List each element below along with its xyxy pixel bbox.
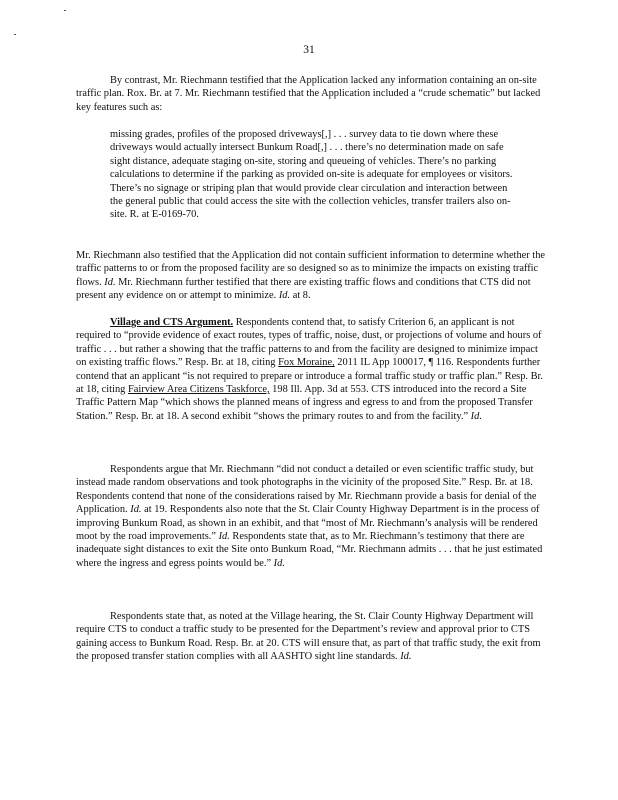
citation-id: Id.	[273, 557, 285, 569]
paragraph-text: 2011 IL App 100017, ¶ 116. Respondents further contend that an applicant “is not required to prepare or introduce a formal traffic study or traffic plan.” Resp. Br. at 18, citing	[76, 357, 544, 396]
paragraph-village-cts-argument	[76, 316, 546, 423]
citation-id: Id.	[278, 290, 291, 302]
paragraph-text: at 8.	[290, 290, 311, 302]
citation-id: Id.	[400, 651, 412, 663]
citation-id: Id.	[130, 504, 142, 516]
block-quote-text: missing grades, profiles of the proposed driveways[,] . . . survey data to tie down where these driveways would actually intersect Bunkum Road[,] . . . there’s no determination made on safe sight distance, adequate staging on-site, storing and queueing of vehicles. There’s no parking calculations to determine if the parking as provided on-site is adequate for employees or visitors. There’s no signage or striping plan that would provide clear circulation and interaction between the general public that could access the site with the collection vehicles, transfer trailers also on-site. R. at E-0169-70.	[110, 129, 513, 221]
section-heading: Village and CTS Argument.	[110, 317, 234, 328]
scan-mark	[64, 10, 66, 11]
paragraph-respondents-state	[76, 610, 546, 664]
paragraph-text: Respondents argue that Mr. Riechmann “did not conduct a detailed or even scientific traffic study, but instead made random observations and took photographs in the vicinity of the proposed Site.” Resp. Br. at 18. Respondents contend that none of the considerations raised by Mr. Riechmann provide a basis for denial of the Application.	[76, 464, 537, 516]
paragraph-text: Mr. Riechmann also testified that the Application did not contain sufficient information to determine whether the traffic patterns to or from the proposed facility are so designed so as to minimize the impacts on existing traffic flows.	[76, 250, 546, 288]
paragraph-contrast-text: By contrast, Mr. Riechmann testified that the Application lacked any information containing an on-site traffic plan. Rox. Br. at 7. Mr. Riechmann testified that the Application included a “crude schematic” but lacked key features such as:	[76, 75, 541, 113]
paragraph-respondents-argue	[76, 463, 546, 570]
scan-mark	[14, 34, 16, 35]
paragraph-contrast	[76, 74, 546, 114]
paragraph-text: Respondents contend that, to satisfy Criterion 6, an applicant is not required to “provide evidence of exact routes, types of traffic, noise, dust, or projections of volume and hours of traffic . . . but rather a showing that the traffic patterns to and from the facility are designed to minimize impact on existing traffic flows.” Resp. Br. at 18, citing	[76, 317, 542, 369]
paragraph-text: Respondents state that, as to Mr. Riechmann’s testimony that there are inadequate sight distances to exit the Site onto Bunkum Road, “Mr. Riechmann admits . . . that he just estimated where the ingress and egress points would be.”	[76, 531, 543, 569]
paragraph-text: 198 Ill. App. 3d at 553. CTS introduced into the record a Site Traffic Pattern Map “which shows the planned means of ingress and egress to and from the proposed Transfer Station.” Resp. Br. at 18. A second exhibit “shows the primary routes to and from the facility.”	[76, 384, 533, 422]
block-quote	[110, 128, 514, 222]
case-citation: Fox Moraine,	[278, 357, 335, 369]
paragraph-text: at 19. Respondents also note that the St. Clair County Highway Department is in the process of improving Bunkum Road, as shown in an exhibit, and that “most of Mr. Riechmann’s analysis will be rendered moot by the road improvements.”	[76, 504, 540, 543]
paragraph-text: Respondents state that, as noted at the Village hearing, the St. Clair County Highway Department will require CTS to conduct a traffic study to be presented for the Department’s review and approval prior to CTS gaining access to Bunkum Road. Resp. Br. at 20. CTS will ensure that, as part of that traffic study, the exit from the proposed transfer station complies with all AASHTO sight line standards.	[76, 611, 541, 663]
paragraph-text: Mr. Riechmann further testified that there are existing traffic flows and conditions that CTS did not present any evidence on or attempt to minimize.	[76, 276, 531, 302]
paragraph-sufficient-information	[76, 249, 546, 303]
case-citation: Fairview Area Citizens Taskforce,	[127, 384, 270, 396]
citation-id: Id.	[470, 410, 482, 422]
citation-id: Id.	[104, 276, 116, 288]
page-number: 31	[303, 44, 315, 56]
citation-id: Id.	[218, 531, 230, 543]
